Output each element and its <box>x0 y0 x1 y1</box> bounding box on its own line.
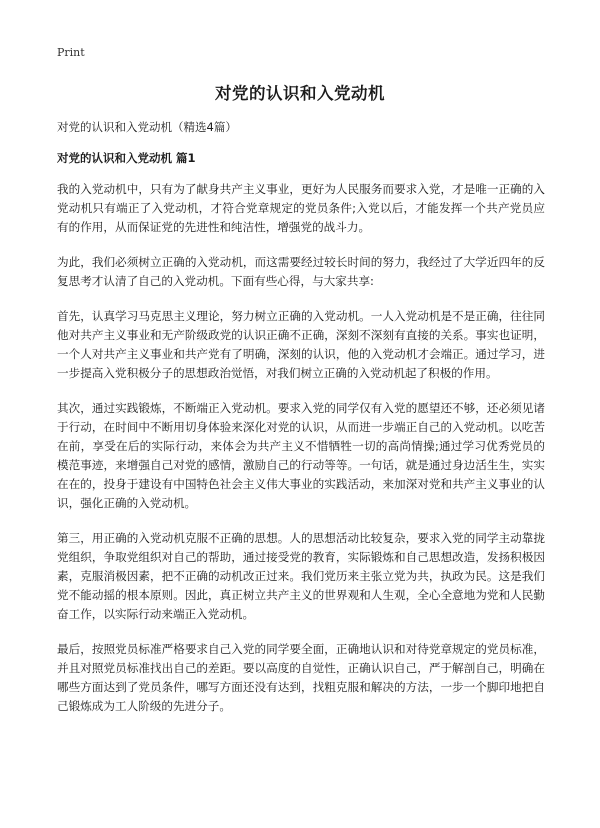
paragraph-4: 其次，通过实践锻炼，不断端正入党动机。要求入党的同学仅有入党的愿望还不够，还必须见诸于行动，在时间中不断用切身体验来深化对党的认识，从而进一步端正自己的入党动机。以吃苦在前，享受在后的实际行动，来体会为共产主义不惜牺牲一切的高尚情操;通过学习优秀党员的模范事迹，来增强自己对党的感情，激励自己的行动等等。一句话，就是通过身边活生生，实实在在的，投身于建设有中国特色社会主义伟大事业的实践活动，来加深对党和共产主义事业的认识，强化正确的入党动机。 <box>57 401 545 510</box>
paragraph-2: 为此，我们必须树立正确的入党动机，而这需要经过较长时间的努力，我经过了大学近四年的反复思考才认清了自己的入党动机。下面有些心得，与大家共享: <box>57 255 545 288</box>
paragraph-5: 第三，用正确的入党动机克服不正确的思想。人的思想活动比较复杂，要求入党的同学主动靠拢党组织，争取党组织对自己的帮助，通过接受党的教育，实际锻炼和自己思想改造，发扬积极因素，克服消极因素，把不正确的动机改正过来。我们党历来主张立党为共，执政为民。这是我们党不能动摇的根本原则。因此，真正树立共产主义的世界观和人生观，全心全意地为党和人民勤奋工作，以实际行动来端正入党动机。 <box>57 531 545 621</box>
article-body <box>57 180 545 732</box>
paragraph-6: 最后，按照党员标准严格要求自己入党的同学要全面，正确地认识和对待党章规定的党员标准，并且对照党员标准找出自己的差距。要以高度的自觉性，正确认识自己，严于解剖自己，明确在哪些方面达到了党员条件，哪写方面还没有达到，找粗克服和解决的方法，一步一个脚印地把自己锻炼成为工人阶级的先进分子。 <box>57 642 545 713</box>
print-link[interactable]: Print <box>57 46 85 59</box>
document-subtitle: 对党的认识和入党动机（精选4篇） <box>57 120 237 134</box>
document-title: 对党的认识和入党动机 <box>215 84 385 103</box>
section-heading: 对党的认识和入党动机 篇1 <box>57 151 196 165</box>
paragraph-3: 首先，认真学习马克思主义理论，努力树立正确的入党动机。一人入党动机是不是正确，往往同他对共产主义事业和无产阶级政党的认识正确不正确，深刻不深刻有直接的关系。事实也证明，一个人对共产主义事业和共产党有了明确，深刻的认识，他的入党动机才会端正。通过学习，进一步提高入党积极分子的思想政治觉悟，对我们树立正确的入党动机起了积极的作用。 <box>57 309 545 380</box>
paragraph-1: 我的入党动机中，只有为了献身共产主义事业，更好为人民服务而要求入党，才是唯一正确的入党动机只有端正了入党动机，才符合党章规定的党员条件;入党以后，才能发挥一个共产党员应有的作用，从而保证党的先进性和纯洁性，增强党的战斗力。 <box>57 182 545 234</box>
